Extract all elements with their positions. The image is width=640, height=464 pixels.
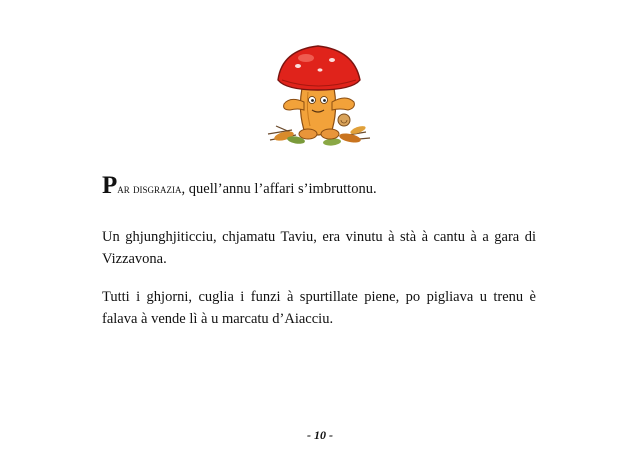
drop-cap: P xyxy=(102,172,118,199)
page-number: - 10 - xyxy=(307,428,333,442)
paragraph-3: Tutti i ghjorni, cuglia i funzi à spurtillate piene, po pigliava u trenu è falava à vende lì à u marcatu d’Aiacciu. xyxy=(102,289,536,327)
mushroom-character-icon xyxy=(262,40,374,148)
paragraph-1 xyxy=(102,172,536,200)
small-caps-lead: ar disgrazia xyxy=(117,181,182,196)
paragraph-1-text: , quell’annu l’affari s’imbruttonu. xyxy=(181,181,377,197)
paragraph-2: Un ghjunghjiticciu, chjamatu Taviu, era vinutu à stà à cantu à a gara di Vizzavona. xyxy=(102,229,536,267)
